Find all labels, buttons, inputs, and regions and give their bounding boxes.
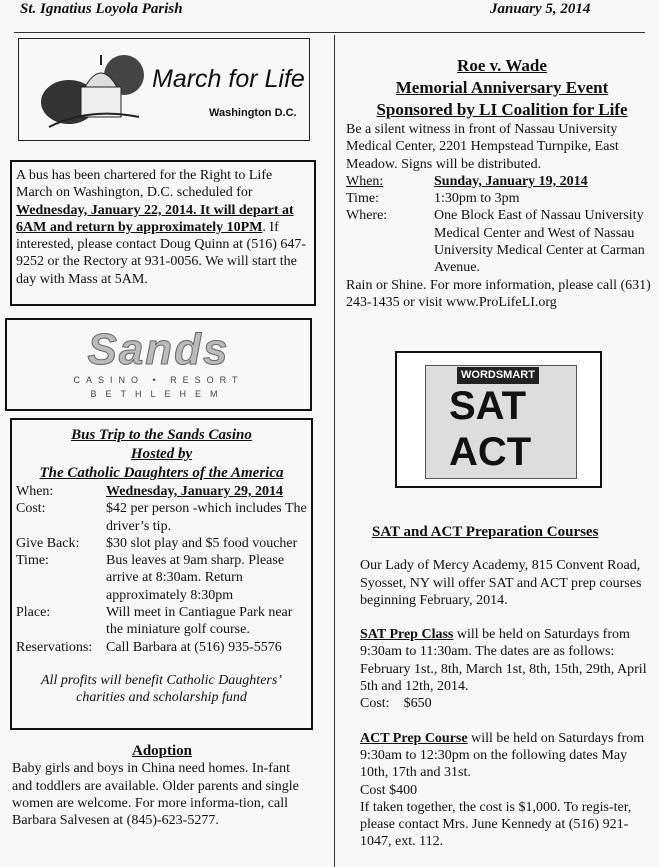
act-cost: Cost $400 [360,782,418,798]
casino-row-value: $42 per person -which includes The driver’s tip. [106,501,307,534]
casino-row-value: Bus leaves at 9am sharp. Please arrive at 8:30am. Return approximately 8:30pm [106,553,285,603]
casino-row-value: Will meet in Cantiague Park near the miniature golf course. [106,605,293,638]
book-word-sat: SAT [449,384,527,428]
sat-class-label: SAT Prep Class [360,627,454,643]
casino-row-label: Give Back: [16,535,80,551]
roe-title-2: Memorial Anniversary Event [395,78,609,97]
roe-title-1: Roe v. Wade [457,56,547,75]
roe-where: One Block East of Nassau University Medical Center and West of Nassau University Medical Center at Carman Avenue. [434,208,645,276]
roe-v-wade-section [346,55,658,311]
roe-when: Sunday, January 19, 2014 [434,173,588,189]
march-bus-intro: A bus has been chartered for the Right to Life March on Washington, D.C. scheduled for [16,168,273,201]
roe-time: 1:30pm to 3pm [434,191,520,207]
bulletin-date: January 5, 2014 [490,1,591,17]
book-word-act: ACT [449,430,532,474]
sands-logo-line3: BETHLEHEM [90,389,227,399]
adoption-section [12,743,312,829]
casino-row-value: Wednesday, January 29, 2014 [106,484,283,499]
roe-intro: Be a silent witness in front of Nassau University Medical Center, 2201 Hempstead Turnpike, East Meadow. Signs will be distributed. [346,122,619,172]
march-bus-notice [10,160,316,306]
casino-footer: All profits will benefit Catholic Daughters’ charities and scholarship fund [41,672,282,706]
column-divider [334,35,335,867]
roe-when-label: When: [346,173,384,189]
casino-row-label: Cost: [16,501,46,517]
casino-row-label: Time: [16,553,49,569]
casino-row [16,639,307,656]
casino-row [16,604,307,639]
casino-row-label: When: [16,484,54,499]
march-logo-subtitle: Washington D.C. [209,107,297,119]
sands-logo-line2: CASINO • RESORT [73,375,244,385]
header-rule [14,32,645,33]
casino-row [16,535,307,552]
sat-title: SAT and ACT Preparation Courses [372,524,599,540]
march-bus-departure: Wednesday, January 22, 2014. It will depart at 6AM and return by approximately 10PM [16,202,294,235]
roe-closing: Rain or Shine. For more information, please call (631) 243-1435 or visit [346,277,651,310]
march-logo-title: March for Life [152,65,305,93]
sat-intro: Our Lady of Mercy Academy, 815 Convent Road, Syosset, NY will offer SAT and ACT prep courses beginning February, 2014. [360,558,642,608]
sat-act-book-image [395,351,602,488]
roe-title-3: Sponsored by LI Coalition for Life [376,100,628,119]
roe-time-label: Time: [346,191,379,207]
casino-title-3: The Catholic Daughters of the America [39,465,284,481]
casino-trip-box [10,418,313,730]
prolife-link[interactable]: www.ProLifeLI.org [445,294,557,310]
roe-where-label: Where: [346,208,388,224]
casino-row [16,500,307,535]
casino-row [16,483,307,500]
sat-act-section [360,524,654,851]
adoption-body: Baby girls and boys in China need homes. In-fant and toddlers are available. Older parents and single women are welcome. For more informa-tion, call Barbara Salvesen at (845)-623-5277. [12,761,299,829]
sat-act-together: If taken together, the cost is $1,000. To regis-ter, please contact Mrs. June Kennedy at (516) 921-1047, ext. 112. [360,799,632,850]
sat-cost: Cost: $650 [360,696,432,712]
casino-title-2: Hosted by [130,446,193,462]
act-course-text: will be held on Saturdays from 9:30am to 12:30pm on the following dates May 10th, 17th and 31st. [360,730,645,781]
sands-casino-logo [5,318,312,411]
parish-name: St. Ignatius Loyola Parish [20,1,183,17]
casino-title-1: Bus Trip to the Sands Casino [71,427,252,443]
sands-logo-name: Sands [87,325,230,374]
book-brand: WORDSMART [457,367,539,384]
casino-row-value: $30 slot play and $5 food voucher [106,535,298,551]
sat-class-text: will be held on Saturdays from 9:30am to 11:30am. The dates are as follows: February 1st., 8th, March 1st, 8th, 15th, 29th, April 5th and 12th, 2014. [360,627,647,695]
march-bus-contact: . If interested, please contact Doug Quinn at (516) 647-9252 or the Rectory at 931-0056. We will start the day with Mass at 5AM. [16,219,307,287]
march-for-life-logo [18,38,310,141]
act-course-label: ACT Prep Course [360,730,468,746]
capitol-rose-icon [29,47,149,135]
casino-row-label: Place: [16,605,51,621]
casino-row-label: Reservations: [16,639,93,655]
casino-row-value: Call Barbara at (516) 935-5576 [106,639,282,655]
casino-row [16,552,307,604]
adoption-title: Adoption [131,743,193,759]
